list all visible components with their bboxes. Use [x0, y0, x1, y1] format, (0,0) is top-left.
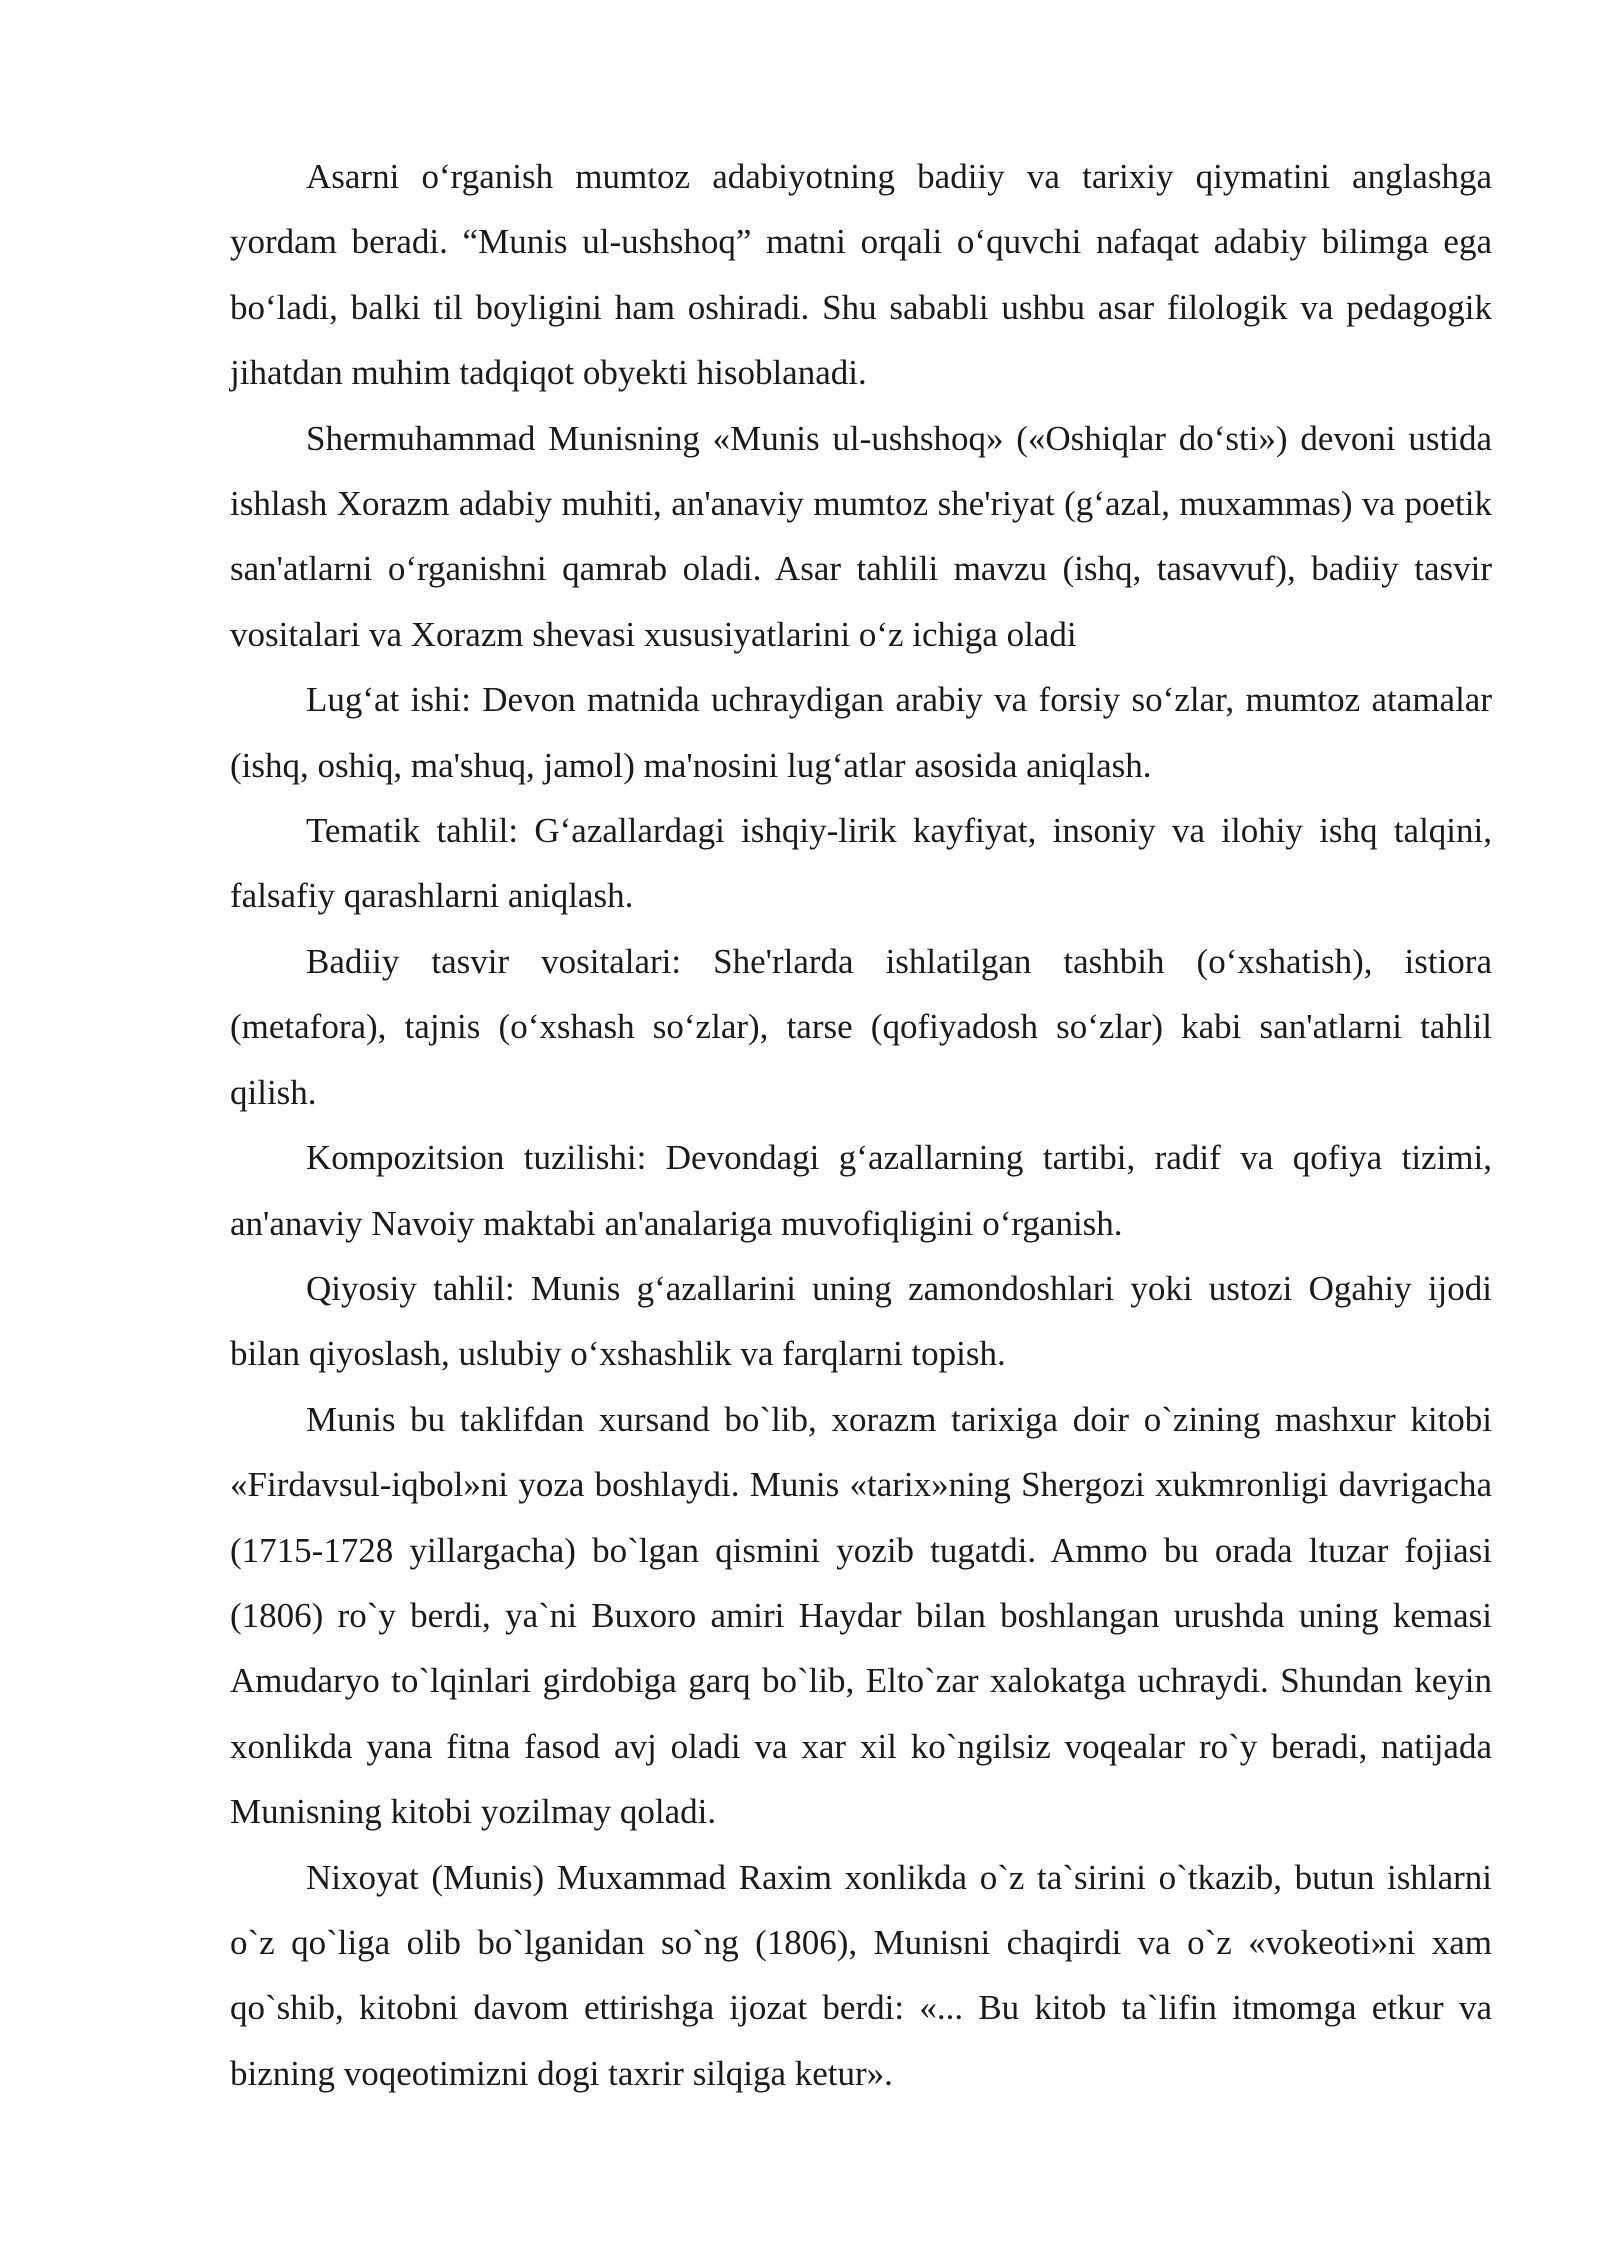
- paragraph-lugat-ishi: Lug‘at ishi: Devon matnida uchraydigan arabiy va forsiy so‘zlar, mumtoz atamalar (ishq, oshiq, ma'shuq, jamol) ma'nosini lug‘atlar asosida aniqlash.: [230, 680, 1492, 785]
- document-body: [230, 144, 1492, 2106]
- paragraph-nixoyat-munis: Nixoyat (Munis) Muxammad Raxim xonlikda o`z ta`sirini o`tkazib, butun ishlarni o`z qo`liga olib bo`lganidan so`ng (1806), Munisni chaqirdi va o`z «vokeoti»ni xam qo`shib, kitobni davom ettirishga ijozat berdi: «... Bu kitob ta`lifin itmomga etkur va bizning voqeotimizni dogi taxrir silqiga ketur».: [230, 1857, 1492, 2093]
- paragraph-kompozitsion-tuzilishi: Kompozitsion tuzilishi: Devondagi g‘azallarning tartibi, radif va qofiya tizimi, an'anaviy Navoiy maktabi an'analariga muvofiqligini o‘rganish.: [230, 1138, 1492, 1243]
- paragraph-asarni-organish: Asarni o‘rganish mumtoz adabiyotning badiiy va tarixiy qiymatini anglashga yordam beradi. “Munis ul-ushshoq” matni orqali o‘quvchi nafaqat adabiy bilimga ega bo‘ladi, balki til boyligini ham oshiradi. Shu sababli ushbu asar filologik va pedagogik jihatdan muhim tadqiqot obyekti hisoblanadi.: [230, 157, 1492, 393]
- paragraph-tematik-tahlil: Tematik tahlil: G‘azallardagi ishqiy-lirik kayfiyat, insoniy va ilohiy ishq talqini, falsafiy qarashlarni aniqlash.: [230, 811, 1492, 916]
- paragraph-shermuhammad-munis: Shermuhammad Munisning «Munis ul-ushshoq» («Oshiqlar do‘sti») devoni ustida ishlash Xorazm adabiy muhiti, an'anaviy mumtoz she'riyat (g‘azal, muxammas) va poetik san'atlarni o‘rganishni qamrab oladi. Asar tahlili mavzu (ishq, tasavvuf), badiiy tasvir vositalari va Xorazm shevasi xususiyatlarini o‘z ichiga oladi: [230, 418, 1492, 654]
- paragraph-qiyosiy-tahlil: Qiyosiy tahlil: Munis g‘azallarini uning zamondoshlari yoki ustozi Ogahiy ijodi bilan qiyoslash, uslubiy o‘xshashlik va farqlarni topish.: [230, 1268, 1492, 1374]
- paragraph-munis-taklif: Munis bu taklifdan xursand bo`lib, xorazm tarixiga doir o`zining mashxur kitobi «Firdavsul-iqbol»ni yoza boshlaydi. Munis «tarix»ning Shergozi xukmronligi davrigacha (1715-1728 yillargacha) bo`lgan qismini yozib tugatdi. Ammo bu orada ltuzar fojiasi (1806) ro`y berdi, ya`ni Buxoro amiri Haydar bilan boshlangan urushda uning kemasi Amudaryo to`lqinlari girdobiga garq bo`lib, Elto`zar xalokatga uchraydi. Shundan keyin xonlikda yana fitna fasod avj oladi va xar xil ko`ngilsiz voqealar ro`y beradi, natijada Munisning kitobi yozilmay qoladi.: [230, 1399, 1492, 1832]
- paragraph-badiiy-tasvir: Badiiy tasvir vositalari: She'rlarda ishlatilgan tashbih (o‘xshatish), istiora (metafora), tajnis (o‘xshash so‘zlar), tarse (qofiyadosh so‘zlar) kabi san'atlarni tahlil qilish.: [230, 941, 1492, 1112]
